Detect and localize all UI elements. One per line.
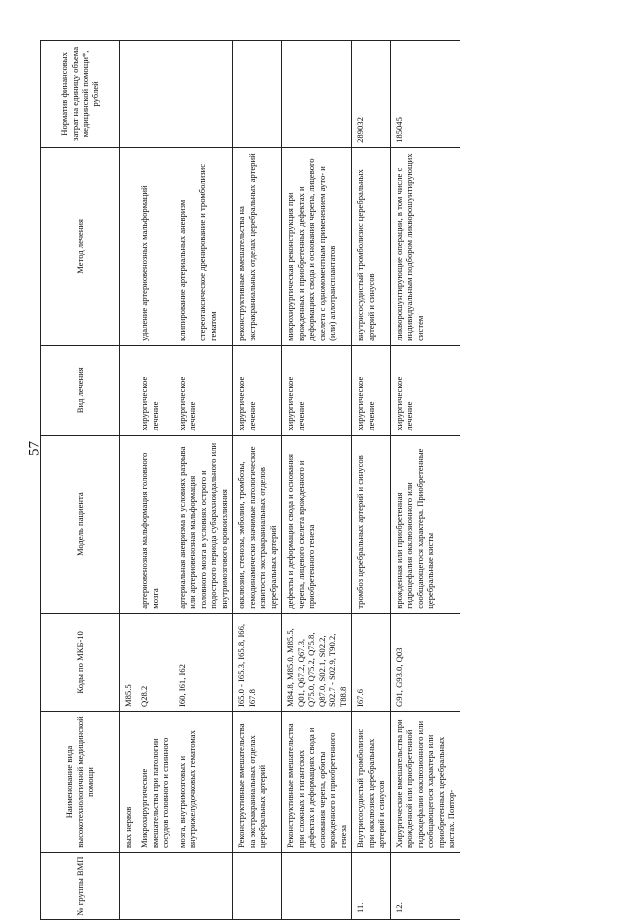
method-line: стереотаксическое дренирование и тромболизис гематом	[197, 163, 218, 341]
cell-type: хирургическое лечение	[390, 345, 459, 435]
cell-codes: I60, I61, I62	[174, 613, 233, 711]
table-row	[233, 41, 282, 920]
page-number: 57	[26, 441, 43, 456]
cell-group	[233, 853, 282, 920]
cell-method	[174, 147, 233, 345]
cell-name: Реконструктивные вмешательства на экстракраниальных отделах церебральных артерий	[233, 712, 282, 853]
header-type: Вид лечения	[41, 345, 120, 435]
cell-name: Микрохирургические вмешательства при патологии сосудов головного и спинного	[136, 712, 173, 853]
cell-norm	[136, 41, 173, 148]
cell-norm: 289032	[352, 41, 390, 148]
cell-codes: M84.8, M85.0, M85.5, Q01, Q67.2, Q67.3, Q75.0, Q75.2, Q75.8, Q87.0, S02.1, S02.2, S02.7 - S02.9, T90.2, T88.8	[282, 613, 352, 711]
cell-method: внутрисосудистый тромболизис церебральных артерий и синусов	[352, 147, 390, 345]
cell-group	[136, 853, 173, 920]
header-name: Наименование вида высокотехнологичной медицинской помощи	[41, 712, 120, 853]
cell-group	[282, 853, 352, 920]
cell-type: хирургическое лечение	[282, 345, 352, 435]
cell-method: микрохирургическая реконструкция при врожденных и приобретенных дефектах и деформациях свода и основания черепа, лицевого скелета с одномоментным применением ауто- и (или) аллотрансплантатов	[282, 147, 352, 345]
header-group: № группы ВМП	[41, 853, 120, 920]
table-row	[282, 41, 352, 920]
cell-model: тромбоз церебральных артерий и синусов	[352, 435, 390, 613]
cell-name: Хирургические вмешательства при врожденной или приобретенной гидроцефалии окклюзионного или сообщающегося характера или приобретенных церебральных кистах. Повтор-	[390, 712, 459, 853]
cell-codes: G91, G93.0, Q03	[390, 613, 459, 711]
header-norm: Норматив финансовых затрат на единицу объема медицинской помощи*, рублей	[41, 41, 120, 148]
cell-codes: M85.5	[120, 613, 137, 711]
cell-norm	[282, 41, 352, 148]
header-model: Модель пациента	[41, 435, 120, 613]
cell-type: хирургическое лечение	[233, 345, 282, 435]
cell-codes: Q28.2	[136, 613, 173, 711]
cell-model	[120, 435, 137, 613]
cell-group	[174, 853, 233, 920]
cell-type: хирургическое лечение	[174, 345, 233, 435]
cell-norm: 185045	[390, 41, 459, 148]
cell-codes: I67.6	[352, 613, 390, 711]
cell-name: вых нервов	[120, 712, 137, 853]
table-row	[120, 41, 137, 920]
cell-type	[120, 345, 137, 435]
method-line: клипирование артериальных аневризм	[176, 199, 187, 341]
cell-norm	[120, 41, 137, 148]
cell-method: реконструктивные вмешательства на экстракраниальных отделах церебральных артерий	[233, 147, 282, 345]
table-row	[352, 41, 390, 920]
cell-type: хирургическое лечение	[352, 345, 390, 435]
cell-group: 11.	[352, 853, 390, 920]
cell-model: артериовенозная мальформация головного мозга	[136, 435, 173, 613]
cell-codes: I65.0 - I65.3, I65.8, I66, I67.8	[233, 613, 282, 711]
cell-model: артериальная аневризма в условиях разрыва или артериовенозная мальформация головного мозга в условиях острого и подострого периода субарахноидального или внутримозгового кровоизлияния	[174, 435, 233, 613]
cell-model: врожденная или приобретенная гидроцефалия окклюзионного или сообщающегося характера. Приобретенные церебральные кисты	[390, 435, 459, 613]
rotated-table-container	[40, 40, 608, 920]
table-row	[390, 41, 459, 920]
cell-group	[120, 853, 137, 920]
cell-method: удаление артериовенозных мальформаций	[136, 147, 173, 345]
cell-norm	[233, 41, 282, 148]
header-method: Метод лечения	[41, 147, 120, 345]
table-row	[136, 41, 173, 920]
cell-type: хирургическое лечение	[136, 345, 173, 435]
header-codes: Коды по МКБ-10	[41, 613, 120, 711]
cell-method: ликворошунтирующие операции, в том числе с индивидуальным подбором ликворошунтирующих систем	[390, 147, 459, 345]
cell-name: Реконструктивные вмешательства при сложных и гигантских дефектах и деформациях свода и основания черепа, орбиты врожденного и приобретенного генеза	[282, 712, 352, 853]
cell-norm	[174, 41, 233, 148]
cell-group: 12.	[390, 853, 459, 920]
cell-name: мозга, внутримозговых и внутрижелудочковых гематомах	[174, 712, 233, 853]
cell-name: Внутрисосудистый тромболизис при окклюзиях церебральных артерий и синусов	[352, 712, 390, 853]
cell-method	[120, 147, 137, 345]
cell-model: окклюзии, стенозы, эмболии, тромбозы, гемодинамически значимые патологические извитости экстракраниальных отделов церебральных артерий	[233, 435, 282, 613]
cell-model: дефекты и деформации свода и основания черепа, лицевого скелета врожденного и приобретенного генеза	[282, 435, 352, 613]
vmp-table	[40, 40, 460, 920]
table-header-row	[41, 41, 120, 920]
table-row	[174, 41, 233, 920]
